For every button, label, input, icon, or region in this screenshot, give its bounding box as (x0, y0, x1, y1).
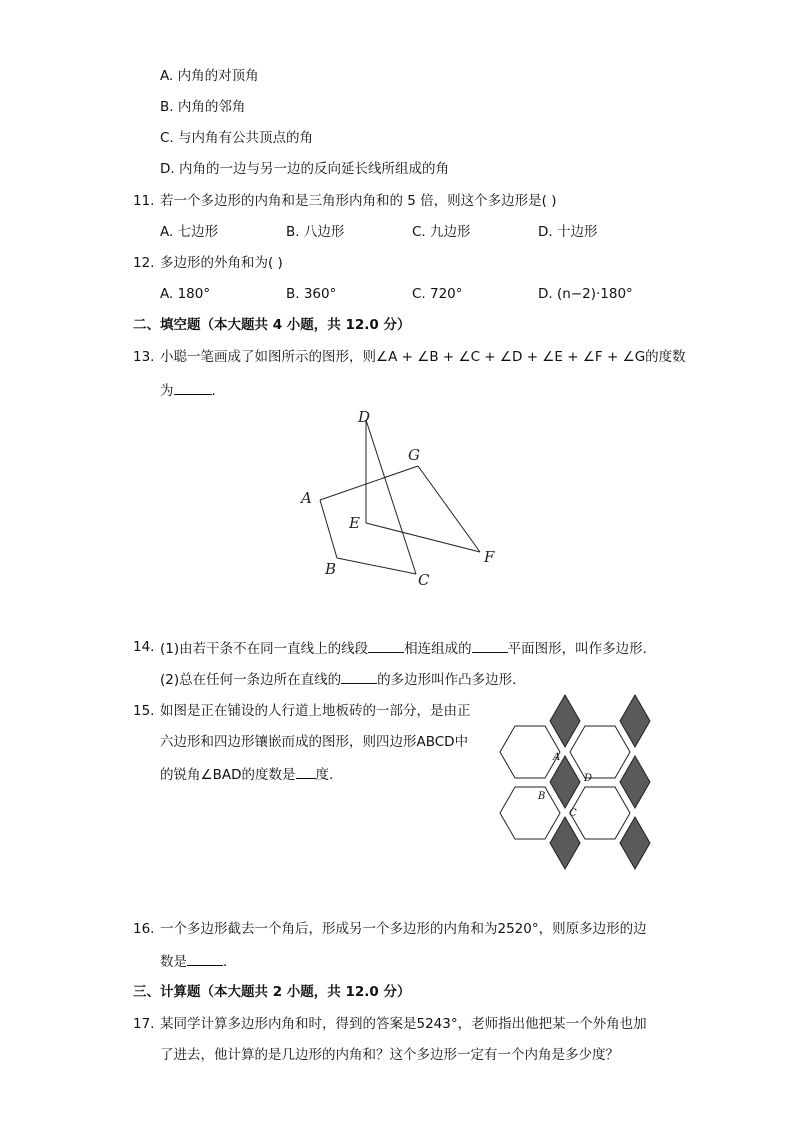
hexagon-1 (500, 726, 560, 778)
q12-number: 12. (133, 255, 155, 271)
q16-line1: 一个多边形截去一个角后，形成另一个多边形的内角和为2520°，则原多边形的边 (160, 921, 647, 937)
q11-number: 11. (133, 193, 155, 209)
segment-cd (366, 420, 416, 574)
q17-line1: 某同学计算多边形内角和时，得到的答案是5243°，老师指出他把某一个外角也加 (160, 1016, 647, 1032)
q16-line2 (160, 951, 227, 971)
q17-line2: 了进去，他计算的是几边形的内角和？这个多边形一定有一个内角是多少度？ (160, 1047, 619, 1063)
q10-option-a: A. 内角的对顶角 (160, 68, 259, 84)
rhombus-1 (550, 695, 580, 747)
segment-ab (320, 500, 337, 558)
q14-line1-a: (1)由若干条不在同一直线上的线段 (160, 641, 369, 657)
q14-line2-b: 的多边形叫作凸多边形． (377, 672, 526, 688)
label-d: D (358, 408, 371, 426)
label-b: B (538, 791, 546, 802)
q10-option-d: D. 内角的一边与另一边的反向延长线所组成的角 (160, 161, 449, 177)
q15-answer-blank (296, 764, 316, 779)
q15-line3-a: 的锐角∠BAD的度数是 (160, 767, 296, 783)
rhombus-abcd (550, 756, 580, 808)
label-c: C (418, 571, 430, 589)
q11-option-b: B. 八边形 (286, 224, 345, 240)
q16-number: 16. (133, 921, 155, 937)
q15-line1: 如图是正在铺设的人行道上地板砖的一部分，是由正 (160, 703, 471, 719)
segment-ef (366, 523, 480, 552)
label-a: A (301, 489, 312, 507)
label-e: E (349, 514, 360, 532)
hexagon-3 (570, 726, 630, 778)
q12-option-d: D. (n−2)·180° (538, 286, 633, 302)
q14-line1-b: 相连组成的 (404, 641, 472, 657)
q11-option-a: A. 七边形 (160, 224, 219, 240)
q15-line3-b: 度. (315, 767, 334, 783)
section-calculation-header: 三、计算题（本大题共 2 小题，共 12.0 分） (133, 984, 411, 1000)
q12-option-a: A. 180° (160, 286, 211, 302)
q14-line1-c: 平面图形，叫作多边形． (507, 641, 657, 657)
q15-figure (490, 690, 660, 880)
rhombus-6 (620, 817, 650, 869)
q14-blank-1 (368, 638, 404, 653)
q13-answer-blank (174, 380, 212, 395)
label-g: G (408, 446, 420, 464)
hexagon-4 (570, 787, 630, 839)
q12-option-b: B. 360° (286, 286, 337, 302)
q15-number: 15. (133, 703, 155, 719)
segment-bc (337, 558, 416, 574)
q15-line2: 六边形和四边形镶嵌而成的图形，则四边形ABCD中 (160, 734, 469, 750)
q12-text: 多边形的外角和为( ) (160, 255, 283, 271)
label-f: F (484, 548, 495, 566)
q15-line3 (160, 764, 333, 784)
q10-option-b: B. 内角的邻角 (160, 99, 246, 115)
rhombus-5 (550, 817, 580, 869)
label-c: C (569, 808, 577, 819)
q14-blank-3 (341, 669, 377, 684)
q12-option-c: C. 720° (412, 286, 463, 302)
q14-number: 14. (133, 639, 155, 655)
q13-line2-post: . (211, 383, 216, 399)
q17-number: 17. (133, 1016, 155, 1032)
q11-option-d: D. 十边形 (538, 224, 598, 240)
label-b: B (325, 560, 337, 578)
q13-line2-pre: 为 (160, 383, 174, 399)
q14-line2 (160, 669, 526, 689)
q10-option-c: C. 与内角有公共顶点的角 (160, 130, 314, 146)
rhombus-4 (620, 756, 650, 808)
q14-blank-2 (472, 638, 508, 653)
q13-figure (290, 400, 510, 600)
q11-text: 若一个多边形的内角和是三角形内角和的 5 倍，则这个多边形是( ) (160, 193, 557, 209)
q11-option-c: C. 九边形 (412, 224, 471, 240)
q16-answer-blank (187, 951, 223, 966)
label-a: A (553, 752, 561, 763)
label-d: D (584, 773, 593, 784)
q13-text-line1: 小聪一笔画成了如图所示的图形，则∠A + ∠B + ∠C + ∠D + ∠E + ∠F + ∠G的度数 (160, 349, 686, 365)
q16-line2-a: 数是 (160, 954, 187, 970)
section-fill-in-header: 二、填空题（本大题共 4 小题，共 12.0 分） (133, 317, 411, 333)
segment-ga (320, 466, 418, 500)
q13-number: 13. (133, 349, 155, 365)
q14-line1 (160, 638, 656, 658)
rhombus-2 (620, 695, 650, 747)
q14-line2-a: (2)总在任何一条边所在直线的 (160, 672, 342, 688)
hexagon-2 (500, 787, 560, 839)
q16-line2-b: . (223, 954, 228, 970)
q13-text-line2 (160, 380, 216, 400)
